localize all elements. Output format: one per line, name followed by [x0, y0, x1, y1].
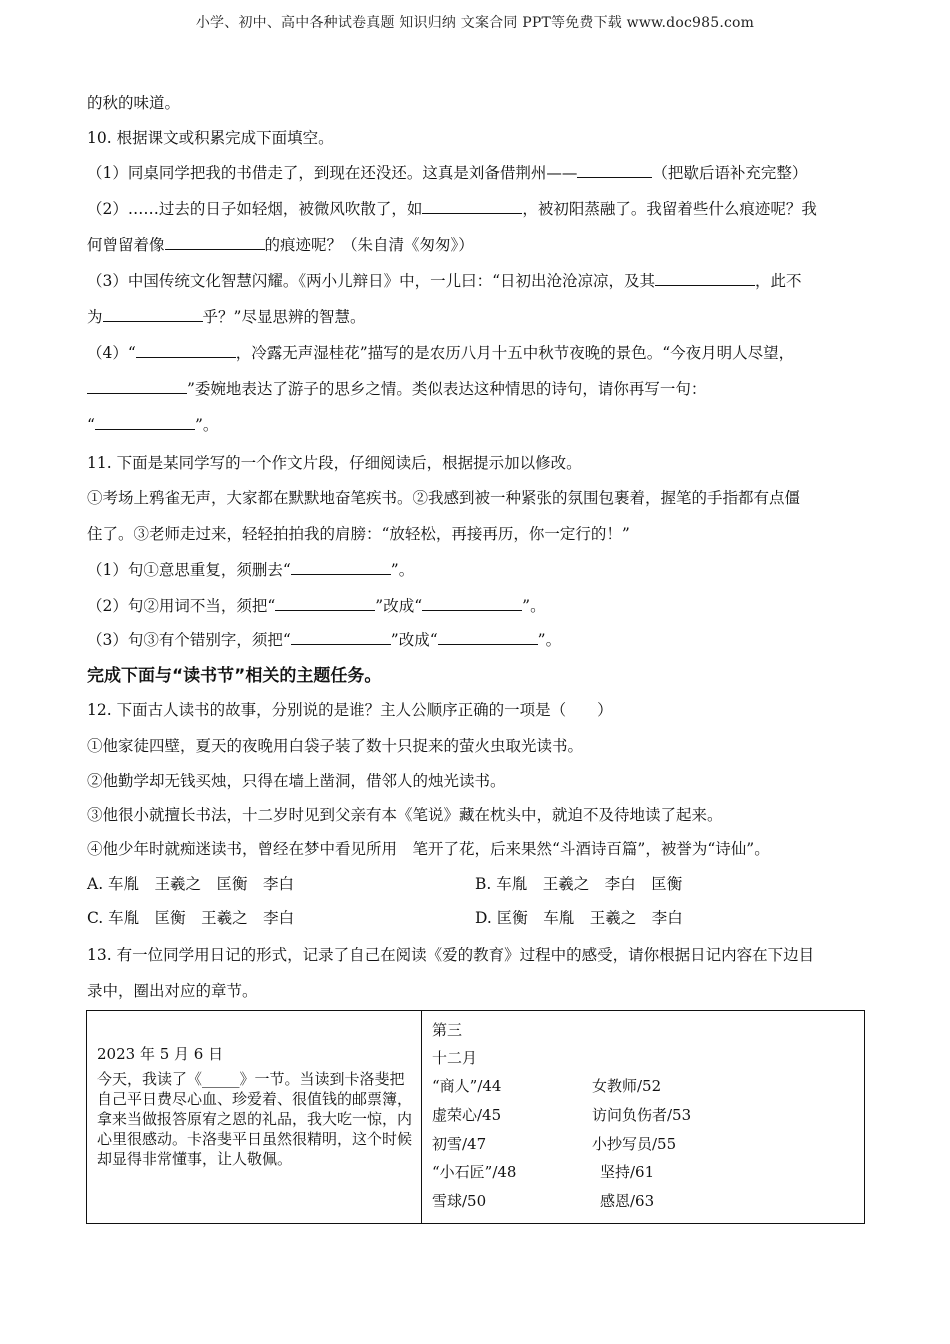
question-12-item: ②他勤学却无钱买烛，只得在墙上凿洞，借邻人的烛光读书。	[87, 772, 506, 790]
question-11-title: 11. 下面是某同学写的一个作文片段，仔细阅读后，根据提示加以修改。	[87, 454, 582, 472]
question-11-3: （3）句③有个错别字，须把“ ”改成“ ”。	[87, 631, 562, 649]
question-10-3: （3）中国传统文化智慧闪耀。《两小儿辩日》中，一儿曰：“日初出沧沧凉凉，及其 ，此不	[87, 272, 802, 290]
section-heading: 完成下面与“读书节”相关的主题任务。	[87, 666, 382, 686]
question-12-title: 12. 下面古人读书的故事，分别说的是谁？主人公顺序正确的一项是（ ）	[87, 701, 613, 719]
text-line: 的秋的味道。	[87, 94, 181, 112]
page-header: 小学、初中、高中各种试卷真题 知识归纳 文案合同 PPT等免费下载 www.doc985.com	[195, 15, 755, 31]
table-of-contents-cell	[422, 1011, 865, 1224]
question-10-title: 10. 根据课文或积累完成下面填空。	[87, 129, 334, 147]
fill-blank[interactable]	[291, 630, 391, 645]
question-12-item: ①他家徒四壁，夏天的夜晚用白袋子装了数十只捉来的萤火虫取光读书。	[87, 737, 584, 755]
fill-blank[interactable]	[655, 271, 755, 286]
toc-item[interactable]: 坚持/61	[600, 1163, 655, 1181]
fill-blank[interactable]	[95, 415, 195, 430]
diary-text: 今天，我读了《_____》一节。当读到卡洛斐把自己平日费尽心血、珍爱着、很值钱的邮票簿，拿来当做报答原宥之恩的礼品，我大吃一惊，内心里很感动。卡洛斐平日虽然很精明，这个时候却显得非常懂事，让人敬佩。	[97, 1070, 413, 1168]
question-10-4: （4）“ ，冷露无声湿桂花”描写的是农历八月十五中秋节夜晚的景色。“今夜月明人尽望，	[87, 344, 795, 362]
fill-blank[interactable]	[291, 560, 391, 575]
toc-item[interactable]: 小抄写员/55	[592, 1135, 677, 1153]
question-11-2: （2）句②用词不当，须把“ ”改成“ ”。	[87, 597, 546, 615]
question-10-1: （1）同桌同学把我的书借走了，到现在还没还。这真是刘备借荆州—— （把歇后语补充完整）	[87, 164, 808, 182]
toc-item[interactable]: 初雪/47	[432, 1135, 487, 1153]
question-12-item: ④他少年时就痴迷读书，曾经在梦中看见所用 笔开了花，后来果然“斗酒诗百篇”，被誉为“诗仙”。	[87, 840, 770, 858]
diary-cell	[87, 1011, 422, 1224]
fill-blank[interactable]	[103, 307, 203, 322]
question-10-4-cont: ”委婉地表达了游子的思乡之情。类似表达这种情思的诗句，请你再写一句：	[87, 377, 706, 399]
question-11-passage: ①考场上鸦雀无声，大家都在默默地奋笔疾书。②我感到被一种紧张的氛围包裹着，握笔的手指都有点僵	[87, 489, 801, 507]
question-13-title: 13. 有一位同学用日记的形式，记录了自己在阅读《爱的教育》过程中的感受，请你根据日记内容在下边目	[87, 946, 815, 964]
toc-item[interactable]: “小石匠”/48	[432, 1163, 517, 1181]
toc-item[interactable]: “商人”/44	[432, 1077, 502, 1095]
fill-blank[interactable]	[165, 235, 265, 250]
toc-heading: 十二月	[432, 1049, 478, 1067]
toc-item[interactable]: 虚荣心/45	[432, 1106, 502, 1124]
question-11-1: （1）句①意思重复，须删去“ ”。	[87, 561, 415, 579]
question-10-3-cont: 为 乎？”尽显思辨的智慧。	[87, 308, 366, 326]
option-d[interactable]: D. 匡衡 车胤 王羲之 李白	[475, 909, 683, 927]
option-b[interactable]: B. 车胤 王羲之 李白 匡衡	[475, 875, 683, 893]
option-a[interactable]: A. 车胤 王羲之 匡衡 李白	[87, 875, 295, 893]
question-13-title-cont: 录中，圈出对应的章节。	[87, 982, 258, 1000]
question-10-2-cont: 何曾留着像 的痕迹呢？（朱自清《匆匆》）	[87, 236, 474, 254]
question-10-2: （2）……过去的日子如轻烟，被微风吹散了，如 ，被初阳蒸融了。我留着些什么痕迹呢？我	[87, 200, 817, 218]
fill-blank[interactable]	[422, 596, 522, 611]
question-11-passage-cont: 住了。③老师走过来，轻轻拍拍我的肩膀：“放轻松，再接再历，你一定行的！”	[87, 525, 630, 543]
diary-date: 2023 年 5 月 6 日	[97, 1045, 224, 1063]
fill-blank[interactable]	[577, 163, 652, 178]
diary-table	[86, 1010, 865, 1224]
fill-blank[interactable]	[87, 379, 187, 394]
fill-blank[interactable]	[422, 199, 522, 214]
toc-item[interactable]: 访问负伤者/53	[592, 1106, 692, 1124]
fill-blank[interactable]	[438, 630, 538, 645]
option-c[interactable]: C. 车胤 匡衡 王羲之 李白	[87, 909, 295, 927]
question-10-4-answer: “ ”。	[87, 416, 219, 434]
fill-blank[interactable]	[275, 596, 375, 611]
toc-item[interactable]: 雪球/50	[432, 1192, 487, 1210]
toc-heading: 第三	[432, 1021, 463, 1039]
toc-item[interactable]: 女教师/52	[592, 1077, 662, 1095]
toc-item[interactable]: 感恩/63	[600, 1192, 655, 1210]
fill-blank[interactable]	[136, 343, 236, 358]
question-12-item: ③他很小就擅长书法，十二岁时见到父亲有本《笔说》藏在枕头中，就迫不及待地读了起来。	[87, 806, 723, 824]
